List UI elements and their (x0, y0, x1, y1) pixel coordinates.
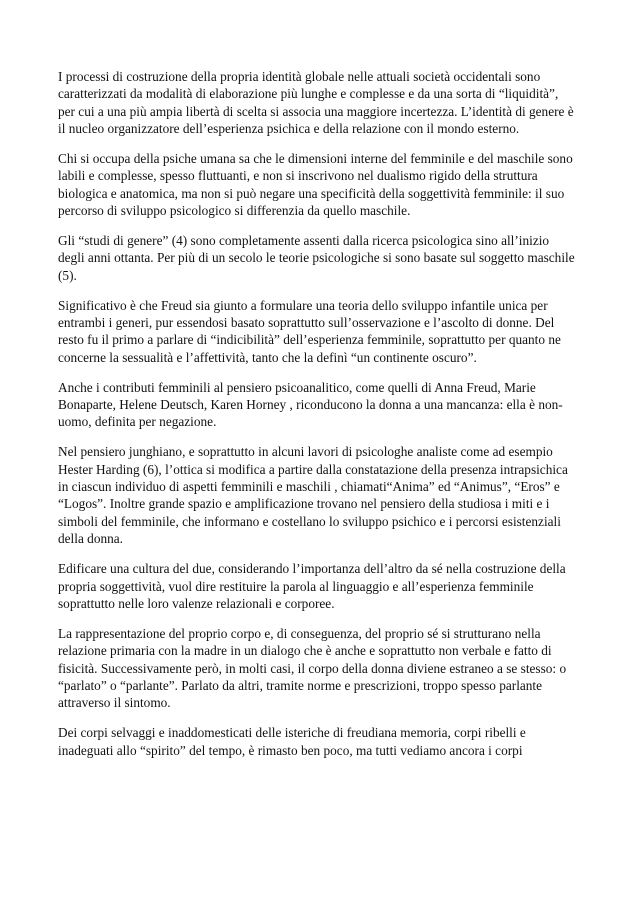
paragraph-pensiero-junghiano: Nel pensiero junghiano, e soprattutto in alcuni lavori di psicologhe analiste come ad esempio Hester Harding (6), l’ottica si modifica a partire dalla constatazione della presenza intrapsichica in ciascun individuo di aspetti femminili e maschili , chiamati“Anima” ed “Animus”, “Eros” e “Logos”. Inoltre grande spazio e amplificazione trovano nel pensiero della studiosa i miti e i simboli del femminile, che informano e costellano lo sviluppo psichico e i percorsi esistenziali della donna. (58, 444, 568, 547)
paragraph-identita-globale: I processi di costruzione della propria identità globale nelle attuali società occidentali sono caratterizzati da modalità di elaborazione più lunghe e complesse e da una sorta di “liquidità”, per cui a una più ampia libertà di scelta si associa una maggiore incertezza. L’identità di genere è il nucleo organizzatore dell’esperienza psichica e della relazione con il mondo esterno. (58, 69, 574, 137)
paragraph-studi-di-genere: Gli “studi di genere” (4) sono completamente assenti dalla ricerca psicologica sino all’inizio degli anni ottanta. Per più di un secolo le teorie psicologiche si sono basate sul soggetto maschile (5). (58, 233, 575, 283)
paragraph-cultura-del-due: Edificare una cultura del due, considerando l’importanza dell’altro da sé nella costruzione della propria soggettività, vuol dire restituire la parola al linguaggio e all’esperienza femminile soprattutto nelle loro valenze relazionali e corporee. (58, 561, 566, 611)
paragraph-psiche-umana: Chi si occupa della psiche umana sa che le dimensioni interne del femminile e del maschile sono labili e complesse, spesso fluttuanti, e non si inscrivono nel dualismo rigido della struttura biologica e anatomica, ma non si può negare una specificità della soggettività femminile: il suo percorso di sviluppo psicologico si differenzia da quello maschile. (58, 151, 573, 219)
paragraph-freud: Significativo è che Freud sia giunto a formulare una teoria dello sviluppo infantile unica per entrambi i generi, pur essendosi basato soprattutto sull’osservazione e l’ascolto di donne. Del resto fu il primo a parlare di “indicibilità” dell’esperienza femminile, soprattutto per quanto ne concerne la sessualità e l’affettività, tanto che la definì “un continente oscuro”. (58, 297, 561, 365)
document-page (58, 68, 578, 759)
paragraph-contributi-femminili: Anche i contributi femminili al pensiero psicoanalitico, come quelli di Anna Freud, Marie Bonaparte, Helene Deutsch, Karen Horney , riconducono la donna a una mancanza: ella è non-uomo, definita per negazione. (58, 379, 563, 430)
paragraph-corpi-selvaggi: Dei corpi selvaggi e inaddomesticati delle isteriche di freudiana memoria, corpi ribelli e inadeguati allo “spirito” del tempo, è rimasto ben poco, ma tutti vediamo ancora i corpi (58, 725, 526, 758)
paragraph-rappresentazione-corpo: La rappresentazione del proprio corpo e, di conseguenza, del proprio sé si strutturano nella relazione primaria con la madre in un dialogo che è anche e soprattutto non verbale e fatto di fisicità. Successivamente però, in molti casi, il corpo della donna diviene estraneo a se stesso: o “parlato” o “parlante”. Parlato da altri, tramite norme e prescrizioni, troppo spesso parlante attraverso il sintomo. (58, 625, 567, 711)
